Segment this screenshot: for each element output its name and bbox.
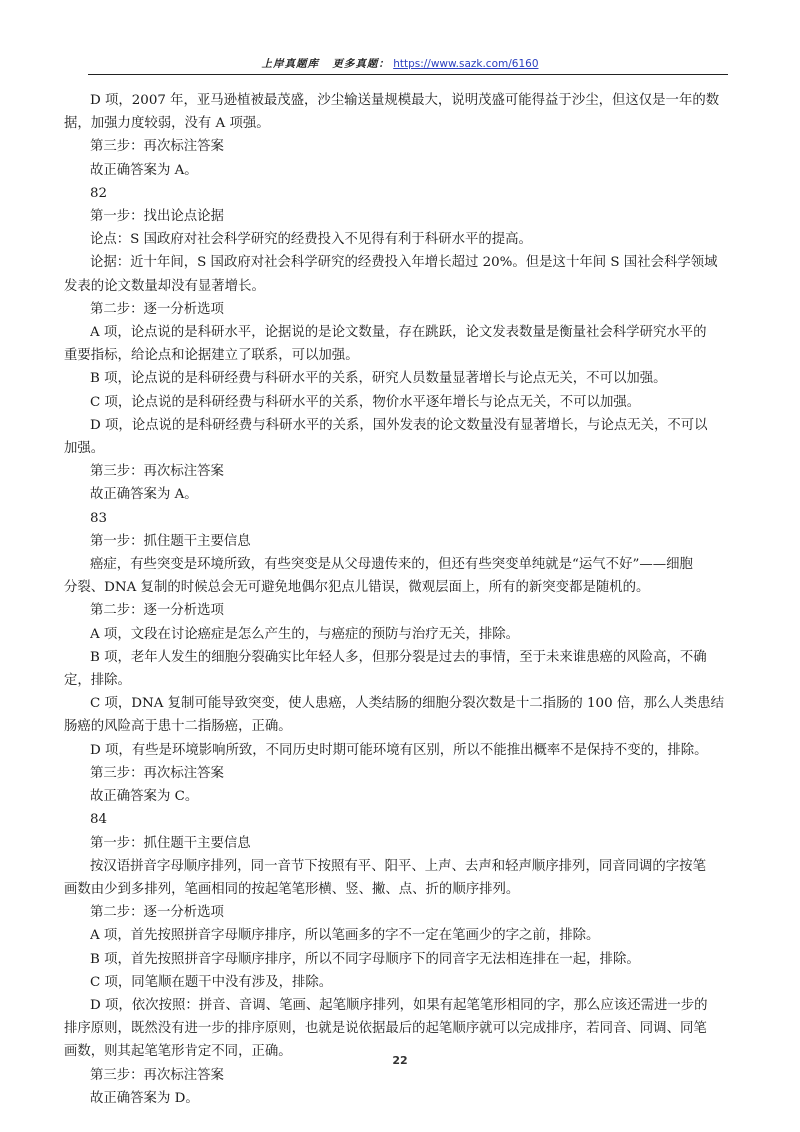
text-line: C 项，DNA 复制可能导致突变，使人患癌，人类结肠的细胞分裂次数是十二指肠的 100 倍，那么人类患结 — [90, 696, 724, 712]
document-body — [64, 89, 738, 1110]
text-line: B 项，首先按照拼音字母顺序排序，所以不同字母顺序下的同音字无法相连排在一起，排除。 — [90, 951, 640, 967]
text-line: 排序原则，既然没有进一步的排序原则，也就是说依据最后的起笔顺序就可以完成排序，若同音、同调、同笔 — [64, 1021, 707, 1037]
text-line: 第二步：逐一分析选项 — [90, 301, 224, 317]
text-line: 第一步：抓住题干主要信息 — [90, 835, 251, 851]
header-more-label: 更多真题： — [332, 58, 390, 70]
text-line: 重要指标，给论点和论据建立了联系，可以加强。 — [64, 348, 359, 364]
text-line: 论据：近十年间，S 国政府对社会科学研究的经费投入年增长超过 20%。但是这十年间 S 国社会科学领域 — [90, 255, 718, 271]
text-line: 84 — [90, 812, 108, 828]
text-line: 按汉语拼音字母顺序排列，同一音节下按照有平、阳平、上声、去声和轻声顺序排列，同音同调的字按笔 — [90, 858, 706, 874]
text-line: A 项，论点说的是科研水平，论据说的是论文数量，存在跳跃，论文发表数量是衡量社会科学研究水平的 — [90, 325, 707, 341]
text-line: 82 — [90, 185, 108, 201]
text-line: B 项，论点说的是科研经费与科研水平的关系，研究人员数量显著增长与论点无关，不可以加强。 — [90, 371, 667, 387]
header-brand: 上岸真题库 — [261, 58, 319, 70]
text-line: 第三步：再次标注答案 — [90, 464, 224, 480]
header-divider — [88, 74, 728, 75]
page-header — [0, 56, 800, 71]
text-line: 加强。 — [64, 441, 105, 457]
text-line: 83 — [90, 510, 108, 526]
text-line: A 项，文段在讨论癌症是怎么产生的，与癌症的预防与治疗无关，排除。 — [90, 626, 520, 642]
text-line: 第一步：找出论点论据 — [90, 209, 224, 225]
text-line: 发表的论文数量却没有显著增长。 — [64, 278, 265, 294]
text-line: 第三步：再次标注答案 — [90, 765, 224, 781]
text-line: 画数由少到多排列，笔画相同的按起笔笔形横、竖、撇、点、折的顺序排列。 — [64, 881, 520, 897]
text-line: D 项，论点说的是科研经费与科研水平的关系，国外发表的论文数量没有显著增长，与论点无关，不可以 — [90, 417, 708, 433]
text-line: 论点：S 国政府对社会科学研究的经费投入不见得有利于科研水平的提高。 — [90, 232, 532, 248]
text-line: 分裂、DNA 复制的时候总会无可避免地偶尔犯点儿错误，微观层面上，所有的新突变都是随机的。 — [64, 580, 650, 596]
text-line: 定，排除。 — [64, 673, 131, 689]
text-line: 据，加强力度较弱，没有 A 项强。 — [64, 116, 270, 132]
text-line: 第二步：逐一分析选项 — [90, 905, 224, 921]
text-line: 癌症，有些突变是环境所致，有些突变是从父母遗传来的，但还有些突变单纯就是“运气不好”——细胞 — [90, 557, 693, 573]
text-line: 故正确答案为 C。 — [90, 789, 199, 805]
text-line: D 项，依次按照：拼音、音调、笔画、起笔顺序排列，如果有起笔笔形相同的字，那么应该还需进一步的 — [90, 997, 708, 1013]
text-line: 故正确答案为 A。 — [90, 162, 198, 178]
text-line: C 项，论点说的是科研经费与科研水平的关系，物价水平逐年增长与论点无关，不可以加强。 — [90, 394, 641, 410]
text-line: 第一步：抓住题干主要信息 — [90, 533, 251, 549]
text-line: 故正确答案为 D。 — [90, 1090, 199, 1106]
header-link[interactable]: https://www.sazk.com/6160 — [393, 58, 539, 70]
text-line: 第三步：再次标注答案 — [90, 1067, 224, 1083]
text-line: 画数，则其起笔笔形肯定不同，正确。 — [64, 1044, 292, 1060]
text-line: 第二步：逐一分析选项 — [90, 603, 224, 619]
text-line: C 项，同笔顺在题干中没有涉及，排除。 — [90, 974, 333, 990]
text-line: D 项，2007 年，亚马逊植被最茂盛，沙尘输送量规模最大，说明茂盛可能得益于沙尘，但这仅是一年的数 — [90, 93, 720, 108]
page-number: 22 — [392, 1054, 408, 1067]
text-line: 第三步：再次标注答案 — [90, 139, 224, 155]
text-line: B 项，老年人发生的细胞分裂确实比年轻人多，但那分裂是过去的事情，至于未来谁患癌的风险高，不确 — [90, 649, 707, 665]
text-line: D 项，有些是环境影响所致，不同历史时期可能环境有区别，所以不能推出概率不是保持不变的，排除。 — [90, 742, 708, 758]
text-line: 故正确答案为 A。 — [90, 487, 198, 503]
text-line: 肠癌的风险高于患十二指肠癌，正确。 — [64, 719, 292, 735]
text-line: A 项，首先按照拼音字母顺序排序，所以笔画多的字不一定在笔画少的字之前，排除。 — [90, 928, 600, 944]
